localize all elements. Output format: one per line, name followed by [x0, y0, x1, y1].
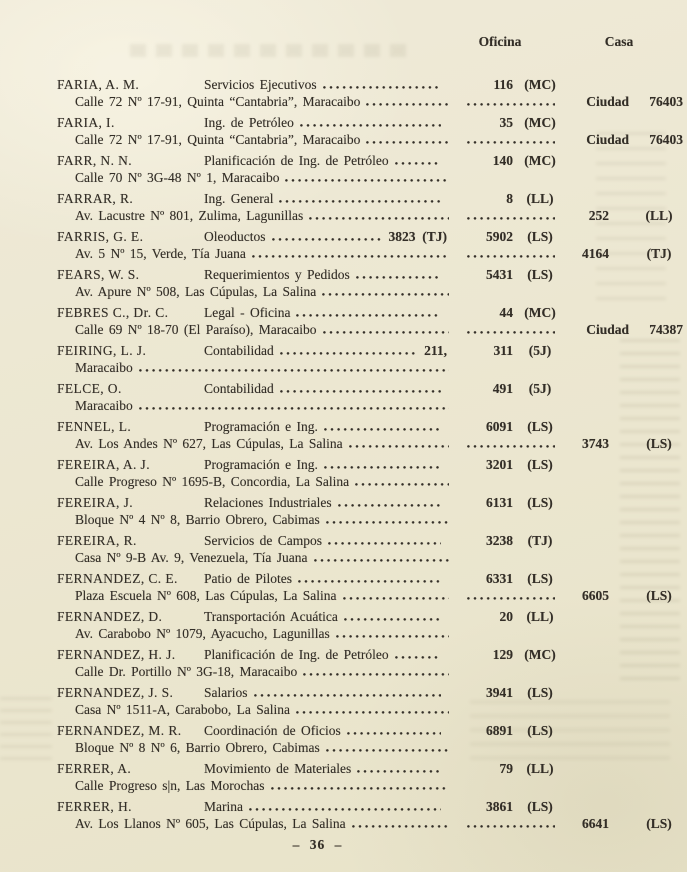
column-header-oficina: Oficina: [478, 34, 522, 49]
office-extension: 20: [499, 609, 513, 624]
department: Servicios de Campos: [204, 533, 322, 548]
entry-line-2: [57, 435, 687, 452]
entry-line-1: [57, 722, 687, 739]
dot-leader: [352, 825, 449, 828]
entry-line-1: [57, 532, 687, 549]
entry-line-2: [57, 625, 687, 642]
extra-extension: 211,: [424, 343, 447, 358]
entry-line-2: [57, 169, 687, 186]
office-extension: 311: [493, 343, 513, 358]
dot-leader: [347, 732, 441, 735]
dot-leader: [324, 428, 441, 431]
entry-line-2: [57, 473, 687, 490]
directory-entry: [0, 380, 687, 414]
office-location-code: (LL): [526, 191, 554, 206]
office-location-code: (5J): [528, 381, 552, 396]
entry-line-2: [57, 549, 687, 566]
casa-value: 6605: [582, 588, 609, 603]
dot-leader: [280, 390, 441, 393]
directory-entry: [0, 760, 687, 794]
dot-leader: [309, 217, 449, 220]
department: Planificación de Ing. de Petróleo: [204, 153, 389, 168]
office-extension: 79: [499, 761, 513, 776]
entry-line-2: [57, 93, 687, 110]
office-location-code: (LS): [527, 685, 553, 700]
dot-leader: [285, 179, 449, 182]
dot-leader-office-column: [467, 141, 555, 144]
office-location-code: (LL): [526, 609, 554, 624]
department: Patio de Pilotes: [204, 571, 292, 586]
entry-line-2: [57, 663, 687, 680]
person-name: FERRER, A.: [57, 761, 132, 776]
casa-value: 4164: [582, 246, 609, 261]
directory-entry: [0, 342, 687, 376]
directory-entry: [0, 722, 687, 756]
office-extension: 44: [499, 305, 513, 320]
office-extension: 6891: [486, 723, 513, 738]
department: Marina: [204, 799, 243, 814]
directory-entry: [0, 76, 687, 110]
office-extension: 35: [499, 115, 513, 130]
entry-line-2: [57, 359, 687, 376]
office-extension: 3941: [486, 685, 513, 700]
office-location-code: (LS): [527, 495, 553, 510]
dot-leader: [279, 200, 441, 203]
dot-leader: [139, 407, 449, 410]
casa-value: Ciudad: [586, 94, 629, 109]
office-location-code: (LL): [526, 761, 554, 776]
entry-line-1: [57, 114, 687, 131]
directory-entry: [0, 304, 687, 338]
person-name: FERNANDEZ, D.: [57, 609, 163, 624]
dot-leader: [343, 597, 450, 600]
office-location-code: (MC): [524, 153, 556, 168]
dot-leader-office-column: [467, 103, 555, 106]
department: Programación e Ing.: [204, 419, 318, 434]
department: Programación e Ing.: [204, 457, 318, 472]
dot-leader: [139, 369, 449, 372]
office-location-code: (LS): [527, 229, 553, 244]
dot-leader: [336, 635, 449, 638]
person-name: FERRER, H.: [57, 799, 132, 814]
dot-leader: [300, 124, 441, 127]
person-name: FEARS, W. S.: [57, 267, 140, 282]
casa-location-code: (LS): [646, 816, 672, 831]
person-name: FEIRING, L. J.: [57, 343, 147, 358]
person-name: FARIA, I.: [57, 115, 115, 130]
dot-leader: [355, 483, 449, 486]
office-location-code: (LS): [527, 457, 553, 472]
department: Contabilidad: [204, 343, 274, 358]
office-location-code: (MC): [524, 115, 556, 130]
office-extension: 140: [492, 153, 513, 168]
dot-leader: [252, 255, 449, 258]
department: Contabilidad: [204, 381, 274, 396]
dot-leader-office-column: [467, 445, 555, 448]
office-location-code: (MC): [524, 647, 556, 662]
dot-leader: [296, 314, 441, 317]
office-extension: 6131: [486, 495, 513, 510]
directory-entry: [0, 114, 687, 148]
person-name: FEREIRA, J.: [57, 495, 134, 510]
column-header-casa: Casa: [604, 34, 634, 49]
directory-entry: [0, 684, 687, 718]
entry-line-2: [57, 587, 687, 604]
page-number: – 36 –: [292, 837, 343, 852]
office-location-code: (LS): [527, 267, 553, 282]
directory-entry: [0, 532, 687, 566]
directory-entry: [0, 152, 687, 186]
department: Coordinación de Oficios: [204, 723, 341, 738]
dot-leader: [395, 656, 441, 659]
office-location-code: (MC): [524, 77, 556, 92]
address: Av. Los Andes Nº 627, Las Cúpulas, La Salina: [75, 436, 343, 451]
entry-line-1: [57, 760, 687, 777]
directory-entry: [0, 266, 687, 300]
address: Plaza Escuela Nº 608, Las Cúpulas, La Salina: [75, 588, 337, 603]
dot-leader: [338, 504, 441, 507]
dot-leader: [349, 445, 449, 448]
address: Calle Progreso Nº 1695-B, Concordia, La Salina: [75, 474, 350, 489]
entry-line-1: [57, 152, 687, 169]
office-extension: 3238: [486, 533, 513, 548]
directory-entry: [0, 190, 687, 224]
address: Av. Apure Nº 508, Las Cúpulas, La Salina: [75, 284, 317, 299]
directory-entry: [0, 456, 687, 490]
address: Calle Progreso s|n, Las Morochas: [75, 778, 265, 793]
department: Servicios Ejecutivos: [204, 77, 317, 92]
department: Legal - Oficina: [204, 305, 291, 320]
entry-line-1: [57, 228, 687, 245]
entry-line-2: [57, 283, 687, 300]
office-extension: 8: [506, 191, 513, 206]
entry-line-1: [57, 342, 687, 359]
dot-leader: [366, 103, 449, 106]
casa-value: 6641: [582, 816, 609, 831]
dot-leader-office-column: [467, 825, 555, 828]
dot-leader-office-column: [467, 331, 555, 334]
entry-line-2: [57, 511, 687, 528]
person-name: FARR, N. N.: [57, 153, 133, 168]
entry-line-2: [57, 321, 687, 338]
casa-value: Ciudad: [586, 322, 629, 337]
directory-entries: [0, 76, 687, 832]
entry-line-1: [57, 380, 687, 397]
person-name: FELCE, O.: [57, 381, 122, 396]
entry-line-1: [57, 418, 687, 435]
person-name: FERNANDEZ, C. E.: [57, 571, 178, 586]
directory-entry: [0, 418, 687, 452]
dot-leader: [254, 694, 442, 697]
office-extension: 5431: [486, 267, 513, 282]
extra-extension: 3823 (TJ): [388, 229, 447, 244]
address: Bloque Nº 4 Nº 8, Barrio Obrero, Cabimas: [75, 512, 320, 527]
entry-line-1: [57, 646, 687, 663]
person-name: FERNANDEZ, M. R.: [57, 723, 182, 738]
dot-leader: [271, 787, 449, 790]
dot-leader: [323, 86, 441, 89]
casa-value: 3743: [582, 436, 609, 451]
address: Calle 72 Nº 17-91, Quinta “Cantabria”, Maracaibo: [75, 94, 361, 109]
entry-line-2: [57, 777, 687, 794]
casa-value: Ciudad: [586, 132, 629, 147]
address: Av. 5 Nº 15, Verde, Tía Juana: [75, 246, 246, 261]
entry-line-1: [57, 608, 687, 625]
address: Av. Lacustre Nº 801, Zulima, Lagunillas: [75, 208, 304, 223]
column-headers: [57, 33, 687, 50]
department: Relaciones Industriales: [204, 495, 332, 510]
entry-line-1: [57, 494, 687, 511]
dot-leader: [296, 711, 449, 714]
entry-line-1: [57, 456, 687, 473]
dot-leader: [323, 331, 450, 334]
entry-line-1: [57, 304, 687, 321]
department: Movimiento de Materiales: [204, 761, 352, 776]
office-extension: 3861: [486, 799, 513, 814]
department: Transportación Acuática: [204, 609, 338, 624]
person-name: FARIA, A. M.: [57, 77, 140, 92]
department: Salarios: [204, 685, 248, 700]
office-location-code: (5J): [528, 343, 552, 358]
dot-leader: [298, 580, 441, 583]
dot-leader: [314, 559, 449, 562]
dot-leader: [344, 618, 441, 621]
address: Maracaibo: [75, 360, 133, 375]
office-location-code: (TJ): [527, 533, 553, 548]
casa-location-code: 76403: [649, 94, 683, 109]
person-name: FENNEL, L.: [57, 419, 132, 434]
office-extension: 6091: [486, 419, 513, 434]
directory-entry: [0, 798, 687, 832]
dot-leader: [326, 521, 449, 524]
address: Maracaibo: [75, 398, 133, 413]
office-location-code: (LS): [527, 723, 553, 738]
directory-entry: [0, 228, 687, 262]
address: Calle 69 Nº 18-70 (El Paraíso), Maracaibo: [75, 322, 317, 337]
casa-location-code: 74387: [649, 322, 683, 337]
office-extension: 129: [492, 647, 513, 662]
address: Av. Carabobo Nº 1079, Ayacucho, Lagunillas: [75, 626, 330, 641]
office-extension: 6331: [486, 571, 513, 586]
address: Calle Dr. Portillo Nº 3G-18, Maracaibo: [75, 664, 298, 679]
directory-entry: [0, 646, 687, 680]
person-name: FEREIRA, R.: [57, 533, 137, 548]
office-extension: 491: [492, 381, 513, 396]
person-name: FERNANDEZ, H. J.: [57, 647, 176, 662]
address: Bloque Nº 8 Nº 6, Barrio Obrero, Cabimas: [75, 740, 320, 755]
address: Calle 72 Nº 17-91, Quinta “Cantabria”, Maracaibo: [75, 132, 361, 147]
department: Oleoductos: [204, 229, 266, 244]
casa-location-code: (TJ): [646, 246, 672, 261]
dot-leader: [280, 352, 418, 355]
entry-line-2: [57, 207, 687, 224]
dot-leader: [366, 141, 449, 144]
department: Ing. de Petróleo: [204, 115, 294, 130]
department: Ing. General: [204, 191, 274, 206]
office-location-code: (LS): [527, 571, 553, 586]
casa-location-code: 76403: [649, 132, 683, 147]
address: Casa Nº 9-B Av. 9, Venezuela, Tía Juana: [75, 550, 308, 565]
dot-leader: [249, 808, 441, 811]
dot-leader: [303, 673, 449, 676]
casa-value: 252: [588, 208, 609, 223]
office-location-code: (MC): [524, 305, 556, 320]
office-extension: 116: [493, 77, 513, 92]
dot-leader: [395, 162, 441, 165]
casa-location-code: (LS): [646, 588, 672, 603]
entry-line-2: [57, 701, 687, 718]
office-extension: 3201: [486, 457, 513, 472]
entry-line-1: [57, 684, 687, 701]
dot-leader-office-column: [467, 597, 555, 600]
entry-line-2: [57, 131, 687, 148]
department: Planificación de Ing. de Petróleo: [204, 647, 389, 662]
office-location-code: (LS): [527, 419, 553, 434]
entry-line-1: [57, 76, 687, 93]
entry-line-1: [57, 798, 687, 815]
directory-entry: [0, 494, 687, 528]
dot-leader: [357, 770, 441, 773]
entry-line-2: [57, 397, 687, 414]
department: Requerimientos y Pedidos: [204, 267, 350, 282]
address: Casa Nº 1511-A, Carabobo, La Salina: [75, 702, 291, 717]
dot-leader: [322, 293, 449, 296]
office-location-code: (LS): [527, 799, 553, 814]
person-name: FERNANDEZ, J. S.: [57, 685, 174, 700]
dot-leader: [328, 542, 441, 545]
dot-leader-office-column: [467, 255, 555, 258]
address: Av. Los Llanos Nº 605, Las Cúpulas, La Salina: [75, 816, 346, 831]
person-name: FARRIS, G. E.: [57, 229, 144, 244]
dot-leader: [356, 276, 441, 279]
entry-line-2: [57, 739, 687, 756]
directory-entry: [0, 608, 687, 642]
dot-leader: [324, 466, 441, 469]
person-name: FEBRES C., Dr. C.: [57, 305, 169, 320]
entry-line-2: [57, 815, 687, 832]
dot-leader-office-column: [467, 217, 555, 220]
dot-leader: [326, 749, 449, 752]
entry-line-1: [57, 266, 687, 283]
dot-leader: [272, 238, 383, 241]
casa-location-code: (LL): [645, 208, 673, 223]
directory-entry: [0, 570, 687, 604]
person-name: FEREIRA, A. J.: [57, 457, 150, 472]
entry-line-1: [57, 190, 687, 207]
casa-location-code: (LS): [646, 436, 672, 451]
entry-line-1: [57, 570, 687, 587]
person-name: FARRAR, R.: [57, 191, 134, 206]
entry-line-2: [57, 245, 687, 262]
address: Calle 70 Nº 3G-48 Nº 1, Maracaibo: [75, 170, 280, 185]
office-extension: 5902: [486, 229, 513, 244]
